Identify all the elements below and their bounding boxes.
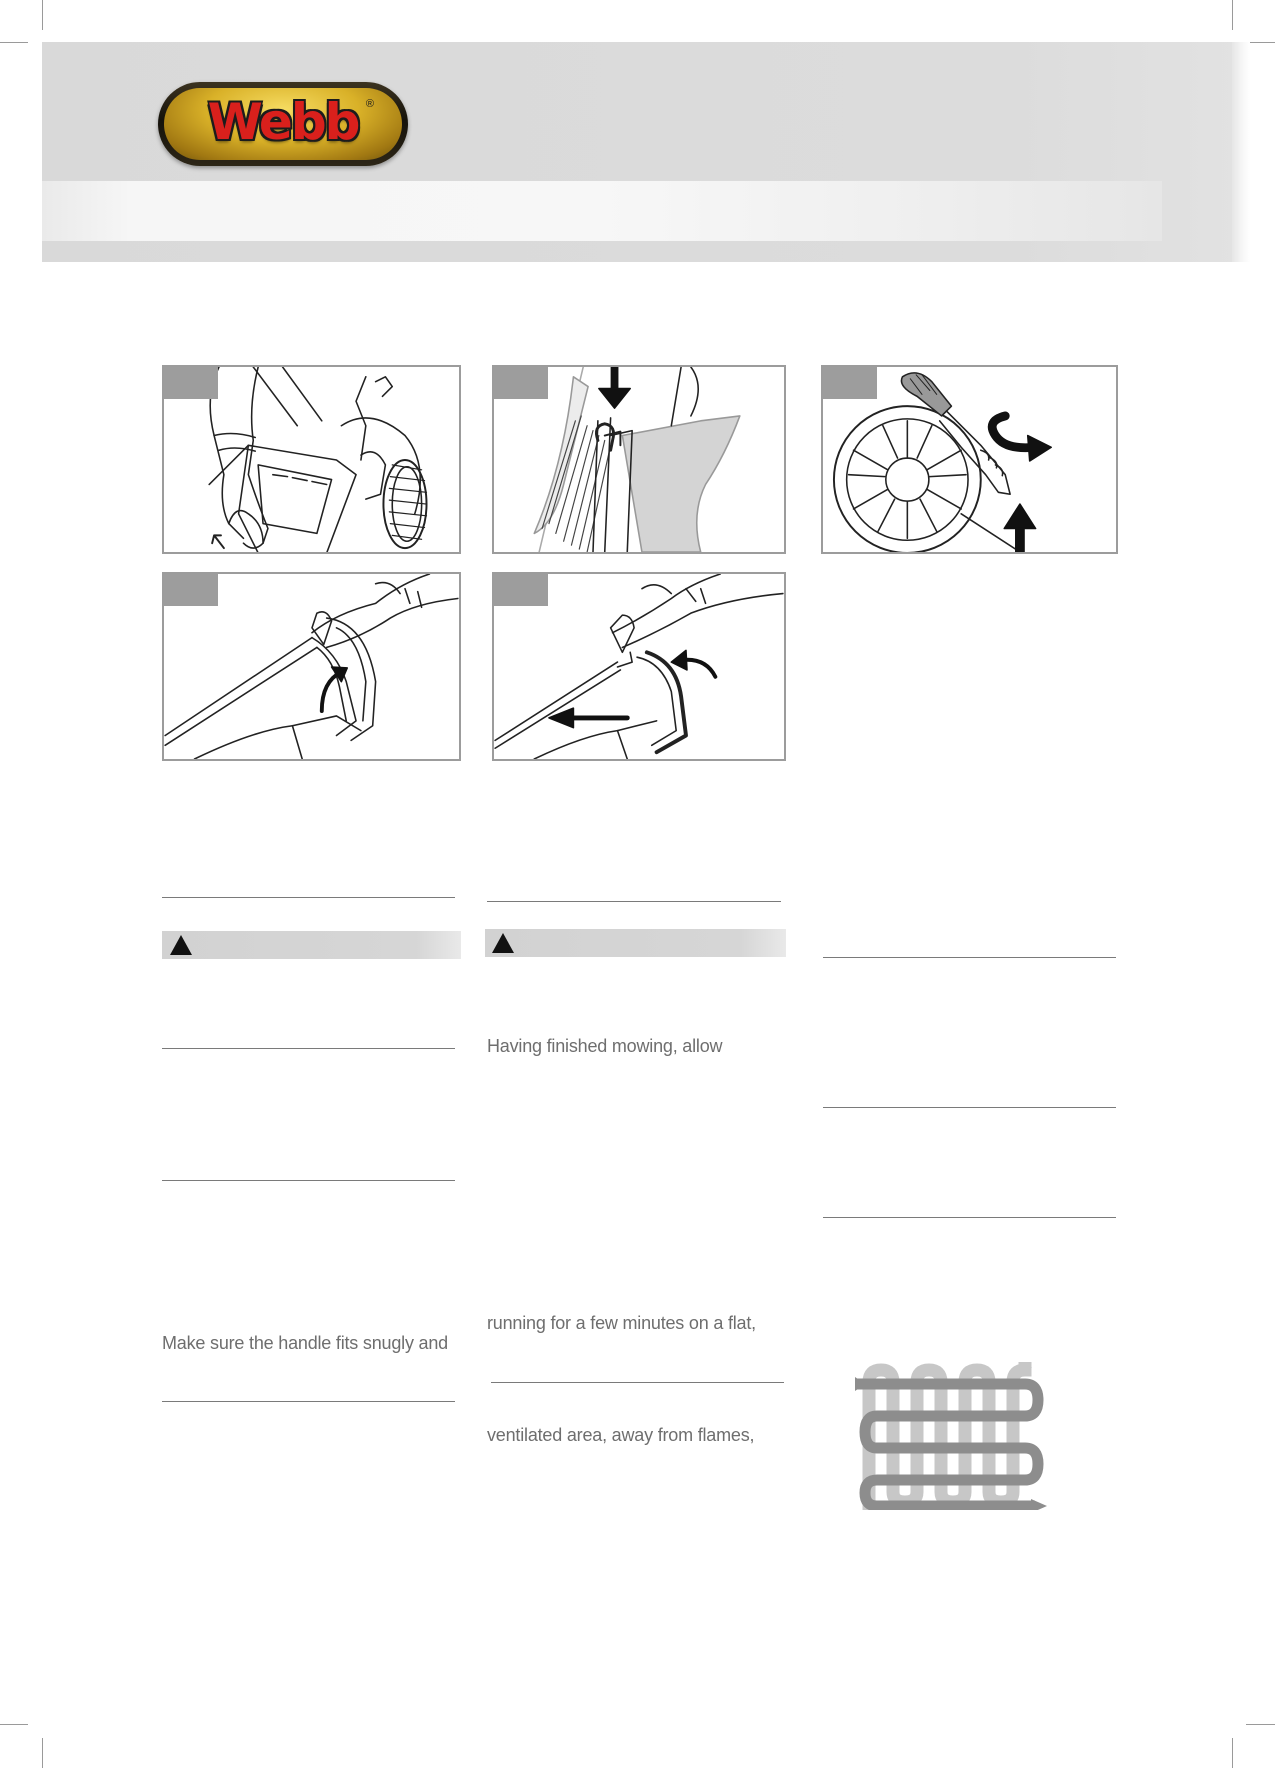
warning-bar [162,931,461,959]
header-edge [1232,42,1250,262]
crop-mark [0,1724,28,1725]
section-divider [487,901,781,902]
crop-mark [1232,0,1233,30]
warning-bar [485,929,786,957]
figure-5-handle-fold [492,572,786,761]
registered-mark: ® [365,98,374,110]
crop-mark [42,1738,43,1768]
section-divider [162,1401,455,1402]
header-band [42,181,1162,241]
section-divider [162,897,455,898]
section-divider [823,1107,1116,1108]
body-text-col2-line2: running for a few minutes on a flat, [487,1313,756,1333]
figure-tag [164,574,218,606]
crop-mark [1246,1724,1275,1725]
section-divider [823,957,1116,958]
webb-logo [158,82,408,166]
figure-1-grass-box [162,365,461,554]
figure-2-hook [492,365,786,554]
figure-3-height-lever [821,365,1118,554]
body-text-col2-line1: Having finished mowing, allow [487,1036,723,1056]
logo-text: Webb [207,93,359,151]
crop-mark [1232,1738,1233,1768]
section-divider [162,1180,455,1181]
figure-4-handle-lift [162,572,461,761]
warning-triangle-icon [492,933,514,953]
section-divider [162,1048,455,1049]
body-text-col2-line3: ventilated area, away from flames, [487,1425,755,1445]
crop-mark [1246,42,1275,43]
body-text-col1-line: Make sure the handle fits snugly and [162,1333,448,1353]
mowing-pattern-icon [855,1362,1047,1510]
crop-mark [0,42,28,43]
warning-triangle-icon [170,935,192,955]
figure-tag [164,367,218,399]
crop-mark [42,0,43,30]
section-divider [823,1217,1116,1218]
section-divider [491,1382,784,1383]
figure-tag [823,367,877,399]
figure-tag [494,574,548,606]
figure-tag [494,367,548,399]
